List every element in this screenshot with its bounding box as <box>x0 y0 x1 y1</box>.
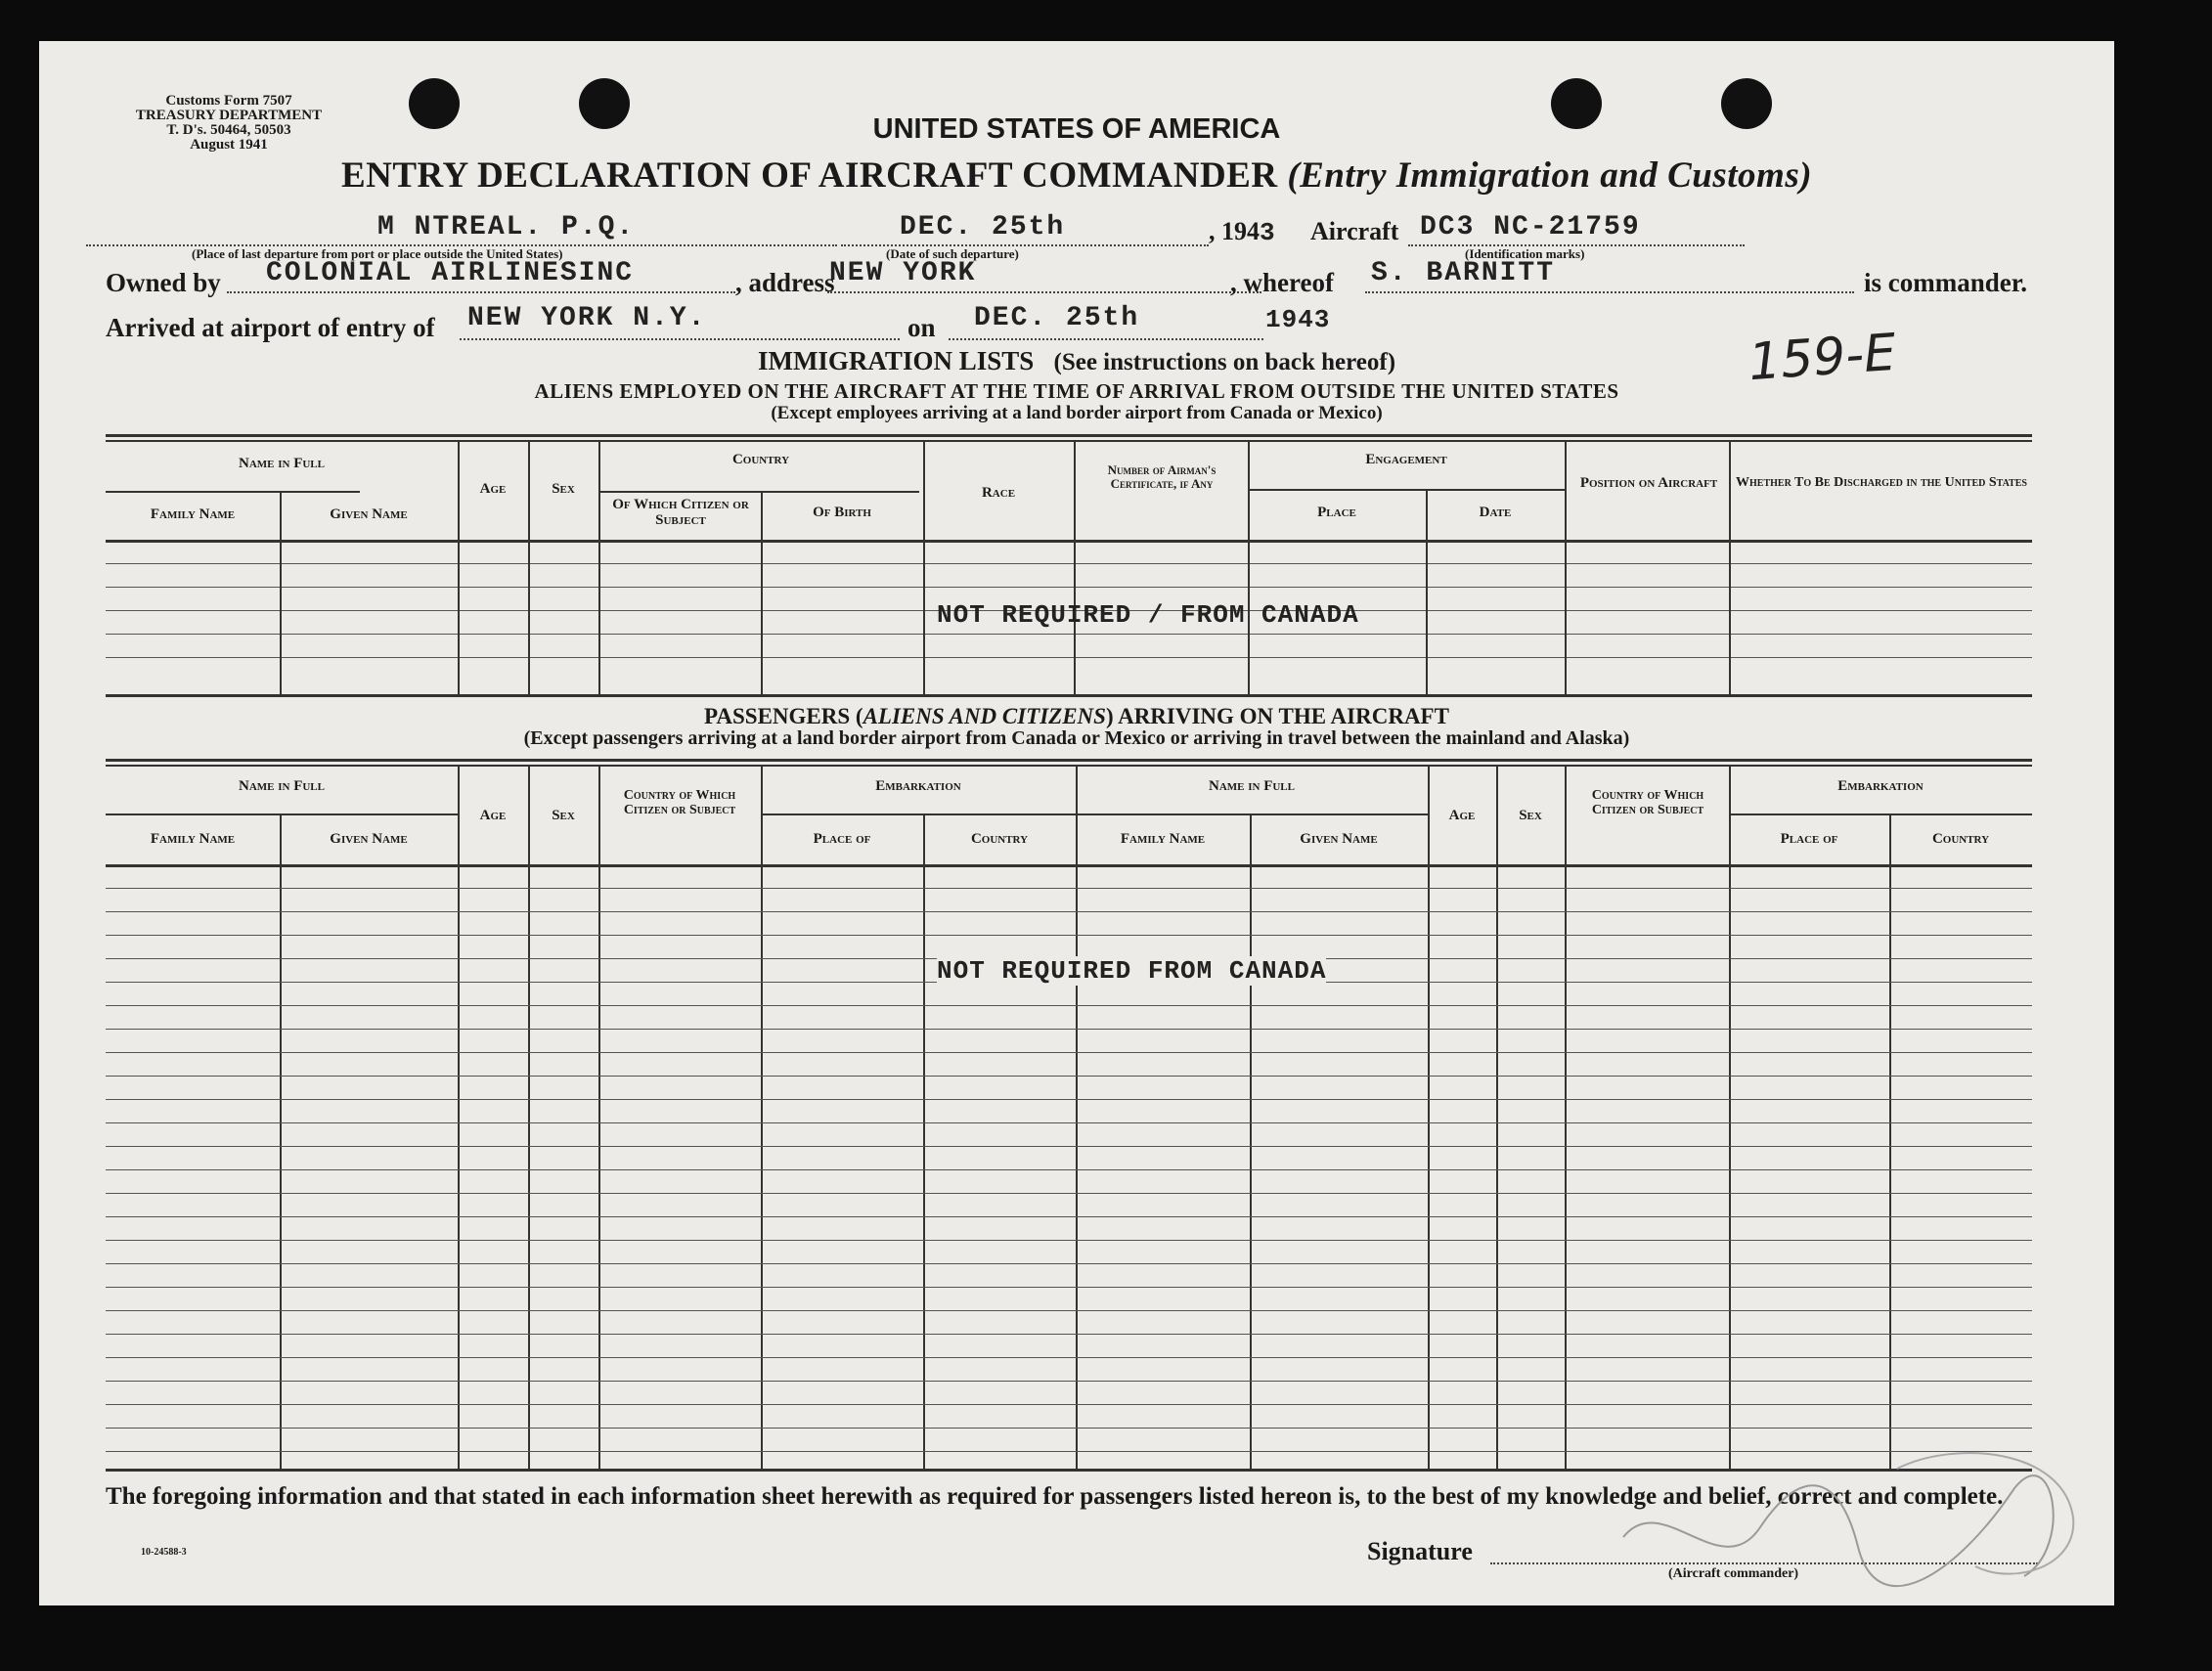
on-label: on <box>907 313 936 342</box>
aircraft-label: Aircraft <box>1310 217 1399 245</box>
passengers-title-a: PASSENGERS ( <box>704 704 863 728</box>
t2-row-line <box>106 1052 2032 1053</box>
t1-header-name-in-full: Name in Full <box>238 456 325 471</box>
form-title <box>39 154 2114 197</box>
t1-not-required-stamp: NOT REQUIRED / FROM CANADA <box>937 600 1359 630</box>
t2-row-line <box>106 1193 2032 1194</box>
t2-header-country: Country <box>970 831 1029 847</box>
t2-row-line <box>106 1357 2032 1358</box>
aircraft-caption: (Identification marks) <box>1465 246 1585 261</box>
t2-header-country-2: Country <box>1931 831 1990 847</box>
t1-header-date: Date <box>1479 505 1512 520</box>
t1-header-airman-cert: Number of Airman's Certificate, if Any <box>1107 462 1217 491</box>
t2-header-family-name-2: Family Name <box>1120 831 1206 847</box>
country-heading: UNITED STATES OF AMERICA <box>872 113 1281 145</box>
t2-row-line <box>106 1216 2032 1217</box>
t2-not-required-stamp: NOT REQUIRED FROM CANADA <box>937 956 1327 986</box>
t1-header-birth: Of Birth <box>813 505 871 520</box>
form-title-main: ENTRY DECLARATION OF AIRCRAFT COMMANDER <box>340 155 1278 196</box>
arrival-year: 1943 <box>1265 305 1331 334</box>
departure-place-caption: (Place of last departure from port or place outside the United States) <box>192 246 563 261</box>
departure-year: , 1943 <box>1209 217 1277 247</box>
handwritten-reference: 159-E <box>1747 323 1898 393</box>
t2-row-line <box>106 1146 2032 1147</box>
departure-date: DEC. 25th <box>900 212 1066 242</box>
t2-header-sex-2: Sex <box>1519 808 1542 823</box>
t2-header-embarkation-2: Embarkation <box>1837 778 1924 794</box>
form-date: August 1941 <box>190 137 268 153</box>
is-commander-label: is commander. <box>1864 268 2027 297</box>
declaration-text: The foregoing information and that stated in each information sheet herewith as required for passengers listed hereon is, to the best of my knowledge and belief, correct and complete. <box>106 1483 2004 1510</box>
commander-name: S. BARNITT <box>1371 258 1556 288</box>
form-td-numbers: T. D's. 50464, 50503 <box>166 122 291 138</box>
owner-address: NEW YORK <box>829 258 977 288</box>
t2-row-line <box>106 1122 2032 1123</box>
immigration-line1: ALIENS EMPLOYED ON THE AIRCRAFT AT THE TIME OF ARRIVAL FROM OUTSIDE THE UNITED STATES <box>534 379 1619 403</box>
t2-header-citizen-2: Country of Which Citizen or Subject <box>1591 788 1704 817</box>
year-suffix: 3 <box>1260 218 1277 247</box>
t2-row-line <box>106 1310 2032 1311</box>
departure-date-caption: (Date of such departure) <box>886 246 1019 261</box>
immigration-line2: (Except employees arriving at a land border airport from Canada or Mexico) <box>771 403 1383 423</box>
t1-header-sex: Sex <box>552 481 575 497</box>
arrival-date: DEC. 25th <box>974 303 1140 333</box>
t2-header-embarkation: Embarkation <box>875 778 961 794</box>
immigration-title: IMMIGRATION LISTS <box>757 346 1035 375</box>
t1-header-given-name: Given Name <box>330 506 408 522</box>
form-department: TREASURY DEPARTMENT <box>135 108 323 123</box>
t1-header-position: Position on Aircraft <box>1579 475 1718 491</box>
t2-header-citizen: Country of Which Citizen or Subject <box>623 788 736 817</box>
t2-header-place-of-2: Place of <box>1780 831 1838 847</box>
departure-place: M NTREAL. P.Q. <box>377 212 636 242</box>
arrival-airport: NEW YORK N.Y. <box>467 303 707 333</box>
t1-header-discharged: Whether To Be Discharged in the United States <box>1736 475 2027 490</box>
arrival-date-line <box>949 338 1263 340</box>
t2-row-line <box>106 1029 2032 1030</box>
t2-header-sex: Sex <box>552 808 575 823</box>
t2-row-line <box>106 1334 2032 1335</box>
t2-row-line <box>106 1404 2032 1405</box>
aircraft-id: DC3 NC-21759 <box>1420 212 1641 242</box>
owner-name: COLONIAL AIRLINESINC <box>266 258 635 288</box>
t2-row-line <box>106 1076 2032 1077</box>
t2-row-line <box>106 1263 2032 1264</box>
t2-row-line <box>106 888 2032 889</box>
immigration-note: (See instructions on back hereof) <box>1053 349 1396 375</box>
passengers-title-b: ALIENS AND CITIZENS <box>863 704 1106 728</box>
form-sheet <box>39 41 2114 1605</box>
t2-header-place-of: Place of <box>813 831 871 847</box>
address-label: , address <box>735 268 835 297</box>
t2-header-family-name: Family Name <box>150 831 236 847</box>
t2-row-line <box>106 1005 2032 1006</box>
t2-row-line <box>106 911 2032 912</box>
year-prefix: 194 <box>1221 217 1260 245</box>
passengers-line2: (Except passengers arriving at a land border airport from Canada or Mexico or arriving in travel between the mainland and Alaska) <box>523 727 1630 749</box>
t2-header-given-name: Given Name <box>330 831 408 847</box>
t2-row-line <box>106 935 2032 936</box>
t2-header-name-in-full-2: Name in Full <box>1208 778 1295 794</box>
address-line <box>827 291 1261 293</box>
t2-row-line <box>106 1428 2032 1429</box>
commander-line <box>1365 291 1854 293</box>
signature-label: Signature <box>1367 1537 1473 1565</box>
t2-row-line <box>106 1381 2032 1382</box>
t1-header-engagement: Engagement <box>1365 452 1447 467</box>
t2-header-name-in-full: Name in Full <box>238 778 325 794</box>
t1-header-race: Race <box>981 485 1016 501</box>
t1-header-family-name: Family Name <box>150 506 236 522</box>
t1-header-age: Age <box>479 481 507 497</box>
t1-header-country: Country <box>731 452 790 467</box>
immigration-heading <box>39 346 2114 376</box>
faint-signature-scribble <box>1604 1429 2093 1596</box>
t2-header-age-2: Age <box>1448 808 1476 823</box>
form-title-sub: (Entry Immigration and Customs) <box>1287 155 1813 196</box>
t2-row-line <box>106 1099 2032 1100</box>
t2-header-given-name-2: Given Name <box>1300 831 1378 847</box>
arrived-label: Arrived at airport of entry of <box>106 313 435 342</box>
form-number: Customs Form 7507 <box>165 93 292 109</box>
signature-caption: (Aircraft commander) <box>1668 1566 1799 1581</box>
t2-row-line <box>106 1169 2032 1170</box>
t1-header-citizen: Of Which Citizen or Subject <box>612 497 749 528</box>
t2-row-line <box>106 1240 2032 1241</box>
owner-line <box>227 291 735 293</box>
whereof-label: , whereof <box>1230 268 1334 297</box>
t2-header-age: Age <box>479 808 507 823</box>
print-code: 10-24588-3 <box>141 1547 187 1558</box>
arrival-airport-line <box>460 338 900 340</box>
passengers-heading <box>39 704 2114 729</box>
passengers-title-c: ) ARRIVING ON THE AIRCRAFT <box>1105 704 1449 728</box>
t2-row-line <box>106 1287 2032 1288</box>
owned-by-label: Owned by <box>106 268 221 297</box>
t1-header-place: Place <box>1317 505 1356 520</box>
